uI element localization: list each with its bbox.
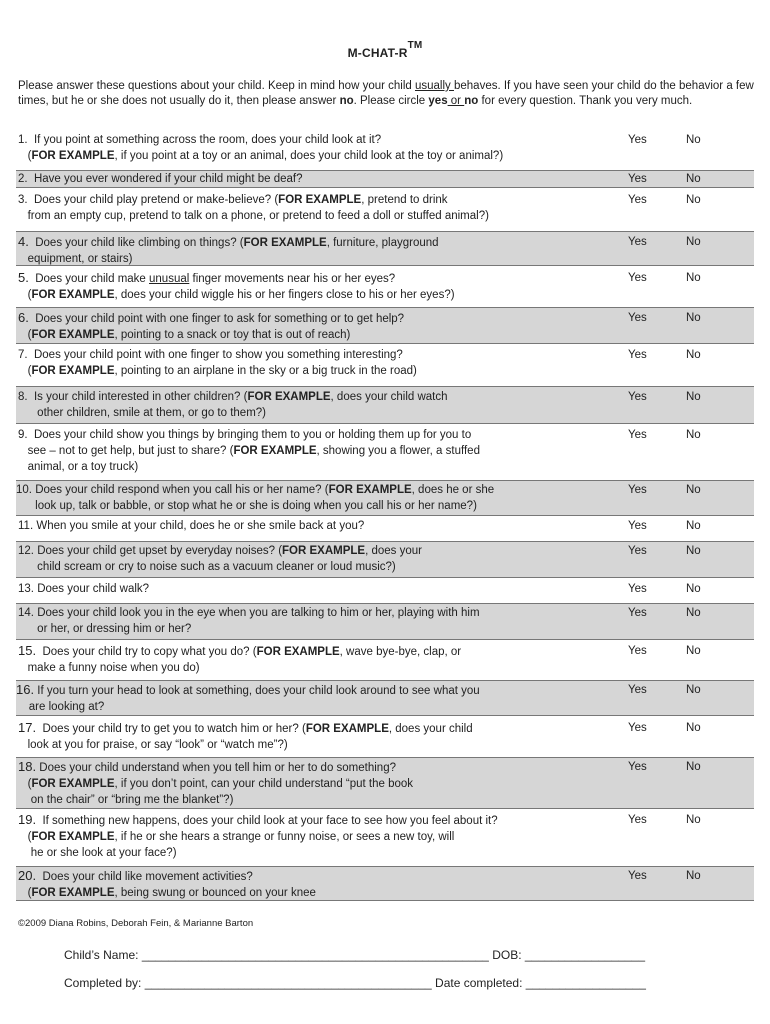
answer-no[interactable]: No	[686, 134, 701, 146]
question-2: 2. Have you ever wondered if your child might be deaf? Yes No	[16, 170, 754, 188]
trademark-mark: TM	[407, 40, 423, 51]
answer-yes[interactable]: Yes	[628, 484, 647, 496]
instructions: Please answer these questions about your child. Keep in mind how your child usually behaves. If you have seen your child do the behavior a few times, but he or she does not usually do it, then please answer no. Please circle yes or no for every question. Thank you very much.	[18, 80, 754, 107]
answer-no[interactable]: No	[686, 722, 701, 734]
answer-yes[interactable]: Yes	[628, 134, 647, 146]
completed-by-label: Completed by:	[64, 976, 145, 990]
question-7: 7. Does your child point with one finger to show you something interesting? (FOR EXAMPLE, pointing to an airplane in the sky or a big truck in the road) Yes No	[18, 349, 701, 377]
completed-by-row	[64, 976, 646, 990]
answer-yes[interactable]: Yes	[628, 312, 647, 324]
question-13: 13. Does your child walk? Yes No	[18, 583, 701, 595]
answer-yes[interactable]: Yes	[628, 607, 647, 619]
question-11: 11. When you smile at your child, does he or she smile back at you? Yes No	[18, 520, 701, 532]
answer-yes[interactable]: Yes	[628, 761, 647, 773]
question-3: 3. Does your child play pretend or make-believe? (FOR EXAMPLE, pretend to drink from an empty cup, pretend to talk on a phone, or pretend to feed a doll or stuffed animal?) Yes No	[18, 194, 701, 222]
answer-no[interactable]: No	[686, 583, 701, 595]
answer-yes[interactable]: Yes	[628, 722, 647, 734]
question-6: 6. Does your child point with one finger to ask for something or to get help? (FOR EXAMPLE, pointing to a snack or toy that is out of reach) Yes No	[16, 307, 754, 344]
answer-no[interactable]: No	[686, 173, 701, 185]
question-14: 14. Does your child look you in the eye when you are talking to him or her, playing with him or her, or dressing him or her? Yes No	[16, 603, 754, 640]
date-completed-label: Date completed:	[431, 976, 526, 990]
answer-no[interactable]: No	[686, 814, 701, 826]
answer-yes[interactable]: Yes	[628, 684, 647, 696]
answer-no[interactable]: No	[686, 429, 701, 441]
question-12: 12. Does your child get upset by everyday noises? (FOR EXAMPLE, does your child scream or cry to noise such as a vacuum cleaner or loud music?) Yes No	[16, 541, 754, 578]
question-19: 19. If something new happens, does your child look at your face to see how you feel about it? (FOR EXAMPLE, if he or she hears a strange or funny noise, or sees a new toy, will he or she look at your face?) Yes No	[18, 812, 701, 859]
answer-yes[interactable]: Yes	[628, 545, 647, 557]
answer-yes[interactable]: Yes	[628, 429, 647, 441]
childs-name-label: Child’s Name:	[64, 948, 142, 962]
form-title: M-CHAT-R™	[347, 40, 423, 60]
answer-no[interactable]: No	[686, 236, 701, 248]
question-16: 16. If you turn your head to look at something, does your child look around to see what you are looking at? Yes No	[16, 680, 754, 716]
answer-no[interactable]: No	[686, 761, 701, 773]
answer-yes[interactable]: Yes	[628, 349, 647, 361]
answer-no[interactable]: No	[686, 391, 701, 403]
question-20: 20. Does your child like movement activities? (FOR EXAMPLE, being swung or bounced on your knee Yes No	[16, 866, 754, 901]
question-4: 4. Does your child like climbing on things? (FOR EXAMPLE, furniture, playground equipment, or stairs) Yes No	[16, 231, 754, 266]
answer-no[interactable]: No	[686, 684, 701, 696]
childs-name-field[interactable]: ____________________________________________________	[141, 948, 489, 962]
answer-no[interactable]: No	[686, 194, 701, 206]
question-18: 18. Does your child understand when you tell him or her to do something? (FOR EXAMPLE, if you don’t point, can your child understand “put the book on the chair” or “bring me the blanket”?) Yes No	[16, 757, 754, 809]
answer-no[interactable]: No	[686, 645, 701, 657]
answer-yes[interactable]: Yes	[628, 520, 647, 532]
answer-yes[interactable]: Yes	[628, 583, 647, 595]
childs-name-row	[64, 948, 645, 962]
date-completed-field[interactable]: __________________	[525, 976, 646, 990]
dob-field[interactable]: __________________	[524, 948, 646, 962]
question-9: 9. Does your child show you things by bringing them to you or holding them up for you to see – not to get help, but just to share? (FOR EXAMPLE, showing you a flower, a stuffed animal, or a toy truck) Yes No	[18, 429, 701, 473]
answer-yes[interactable]: Yes	[628, 236, 647, 248]
answer-no[interactable]: No	[686, 349, 701, 361]
answer-yes[interactable]: Yes	[628, 645, 647, 657]
answer-yes[interactable]: Yes	[628, 194, 647, 206]
answer-no[interactable]: No	[686, 272, 701, 284]
answer-yes[interactable]: Yes	[628, 870, 647, 882]
question-1: 1. If you point at something across the room, does your child look at it? (FOR EXAMPLE, if you point at a toy or an animal, does your child look at the toy or animal?) Yes No	[18, 134, 701, 162]
answer-no[interactable]: No	[686, 870, 701, 882]
answer-no[interactable]: No	[686, 520, 701, 532]
question-8: 8. Is your child interested in other children? (FOR EXAMPLE, does your child watch other children, smile at them, or go to them?) Yes No	[16, 386, 754, 424]
answer-yes[interactable]: Yes	[628, 814, 647, 826]
answer-no[interactable]: No	[686, 607, 701, 619]
question-10: 10. Does your child respond when you call his or her name? (FOR EXAMPLE, does he or she look up, talk or babble, or stop what he or she is doing when you call his or her name?) Yes No	[16, 480, 754, 516]
copyright-notice: ©2009 Diana Robins, Deborah Fein, & Marianne Barton	[18, 918, 254, 929]
answer-no[interactable]: No	[686, 312, 701, 324]
answer-no[interactable]: No	[686, 484, 701, 496]
answer-yes[interactable]: Yes	[628, 173, 647, 185]
question-5: 5. Does your child make unusual finger movements near his or her eyes? (FOR EXAMPLE, does your child wiggle his or her fingers close to his or her eyes?) Yes No	[18, 270, 701, 301]
completed-by-field[interactable]: ___________________________________________	[144, 976, 432, 990]
answer-yes[interactable]: Yes	[628, 272, 647, 284]
answer-no[interactable]: No	[686, 545, 701, 557]
question-15: 15. Does your child try to copy what you do? (FOR EXAMPLE, wave bye-bye, clap, or make a funny noise when you do) Yes No	[18, 643, 701, 674]
dob-label: DOB:	[488, 948, 525, 962]
answer-yes[interactable]: Yes	[628, 391, 647, 403]
question-17: 17. Does your child try to get you to watch him or her? (FOR EXAMPLE, does your child look at you for praise, or say “look” or “watch me”?) Yes No	[18, 720, 701, 751]
